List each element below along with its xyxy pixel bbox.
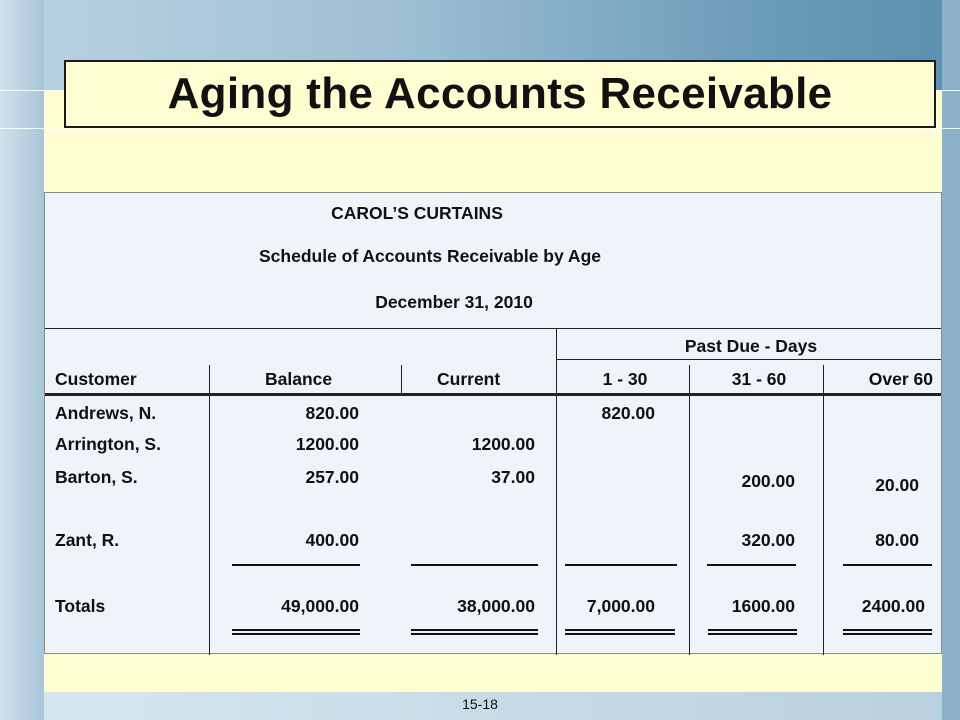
total-over-60: 2400.00 bbox=[861, 596, 925, 616]
aging-schedule-table bbox=[44, 192, 942, 654]
header-divider bbox=[45, 328, 941, 329]
total-current: 38,000.00 bbox=[457, 596, 535, 616]
balance-double-underline bbox=[232, 629, 360, 635]
total-balance: 49,000.00 bbox=[281, 596, 359, 616]
company-name: CAROL’S CURTAINS bbox=[331, 203, 503, 223]
over60-underline bbox=[843, 564, 932, 566]
col-divider-2 bbox=[401, 365, 402, 395]
row-balance: 1200.00 bbox=[295, 434, 359, 454]
d31-60-underline bbox=[707, 564, 796, 566]
d31-60-double-underline bbox=[708, 629, 797, 635]
col-header-current: Current bbox=[437, 369, 501, 389]
current-underline bbox=[411, 564, 538, 566]
col-header-balance: Balance bbox=[265, 369, 333, 389]
col-header-31-60: 31 - 60 bbox=[731, 369, 787, 389]
left-decor-strip bbox=[0, 0, 44, 720]
row-over-60: 80.00 bbox=[875, 530, 919, 550]
report-date: December 31, 2010 bbox=[375, 292, 533, 312]
total-1-30: 7,000.00 bbox=[586, 596, 655, 616]
past-due-header: Past Due - Days bbox=[684, 336, 818, 356]
row-customer: Andrews, N. bbox=[55, 403, 157, 423]
slide-title: Aging the Accounts Receivable bbox=[167, 69, 833, 118]
row-balance: 400.00 bbox=[305, 530, 359, 550]
past-due-underline bbox=[556, 359, 941, 360]
row-31-60: 320.00 bbox=[741, 530, 795, 550]
col-header-customer: Customer bbox=[55, 369, 137, 389]
balance-underline bbox=[232, 564, 360, 566]
row-customer: Zant, R. bbox=[55, 530, 120, 550]
row-balance: 257.00 bbox=[305, 467, 359, 487]
col-header-over-60: Over 60 bbox=[868, 369, 933, 389]
row-customer: Arrington, S. bbox=[55, 434, 161, 454]
d1-30-underline bbox=[565, 564, 677, 566]
row-balance: 820.00 bbox=[305, 403, 359, 423]
d1-30-double-underline bbox=[565, 629, 675, 635]
page-number: 15-18 bbox=[462, 696, 498, 712]
title-box bbox=[64, 60, 936, 128]
row-over-60: 20.00 bbox=[875, 475, 919, 495]
over60-double-underline bbox=[843, 629, 932, 635]
row-current: 37.00 bbox=[491, 467, 535, 487]
col-header-1-30: 1 - 30 bbox=[602, 369, 648, 389]
current-double-underline bbox=[411, 629, 538, 635]
totals-label: Totals bbox=[55, 596, 106, 616]
decor-line-bottom bbox=[0, 128, 960, 129]
row-1-30: 820.00 bbox=[601, 403, 655, 423]
col-divider-1 bbox=[209, 365, 210, 655]
row-customer: Barton, S. bbox=[55, 467, 138, 487]
right-decor-strip bbox=[942, 0, 960, 720]
total-31-60: 1600.00 bbox=[731, 596, 795, 616]
report-title: Schedule of Accounts Receivable by Age bbox=[259, 246, 601, 266]
row-current: 1200.00 bbox=[471, 434, 535, 454]
column-header-rule bbox=[45, 393, 941, 396]
row-31-60: 200.00 bbox=[741, 471, 795, 491]
